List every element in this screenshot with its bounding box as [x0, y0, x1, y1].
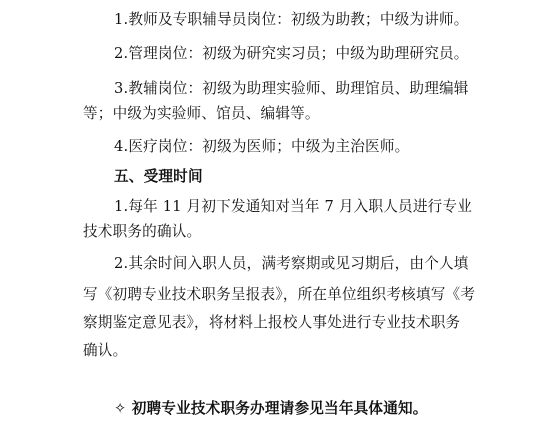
notice-line: ✧ 初聘专业技术职务办理请参见当年具体通知。: [114, 400, 428, 417]
acceptance-paragraph-2-line-1: 2.其余时间入职人员，满考察期或见习期后，由个人填: [114, 255, 469, 272]
position-item-3-line-2: 等；中级为实验师、馆员、编辑等。: [83, 105, 320, 122]
acceptance-paragraph-2-line-4: 确认。: [83, 342, 128, 359]
section-heading-acceptance-time: 五、受理时间: [114, 168, 203, 185]
acceptance-paragraph-2-line-2: 写《初聘专业技术职务呈报表》，所在单位组织考核填写《考: [83, 286, 476, 303]
position-item-1: 1.教师及专职辅导员岗位：初级为助教；中级为讲师。: [114, 11, 469, 28]
position-item-2: 2.管理岗位：初级为研究实习员；中级为助理研究员。: [114, 45, 469, 62]
position-item-4: 4.医疗岗位：初级为医师；中级为主治医师。: [114, 138, 410, 155]
acceptance-paragraph-1-line-1: 1.每年 11 月初下发通知对当年 7 月入职人员进行专业: [114, 198, 473, 215]
acceptance-paragraph-2-line-3: 察期鉴定意见表》，将材料上报校人事处进行专业技术职务: [83, 314, 461, 331]
position-item-3-line-1: 3.教辅岗位：初级为助理实验师、助理馆员、助理编辑: [114, 80, 469, 97]
acceptance-paragraph-1-line-2: 技术职务的确认。: [83, 223, 202, 240]
